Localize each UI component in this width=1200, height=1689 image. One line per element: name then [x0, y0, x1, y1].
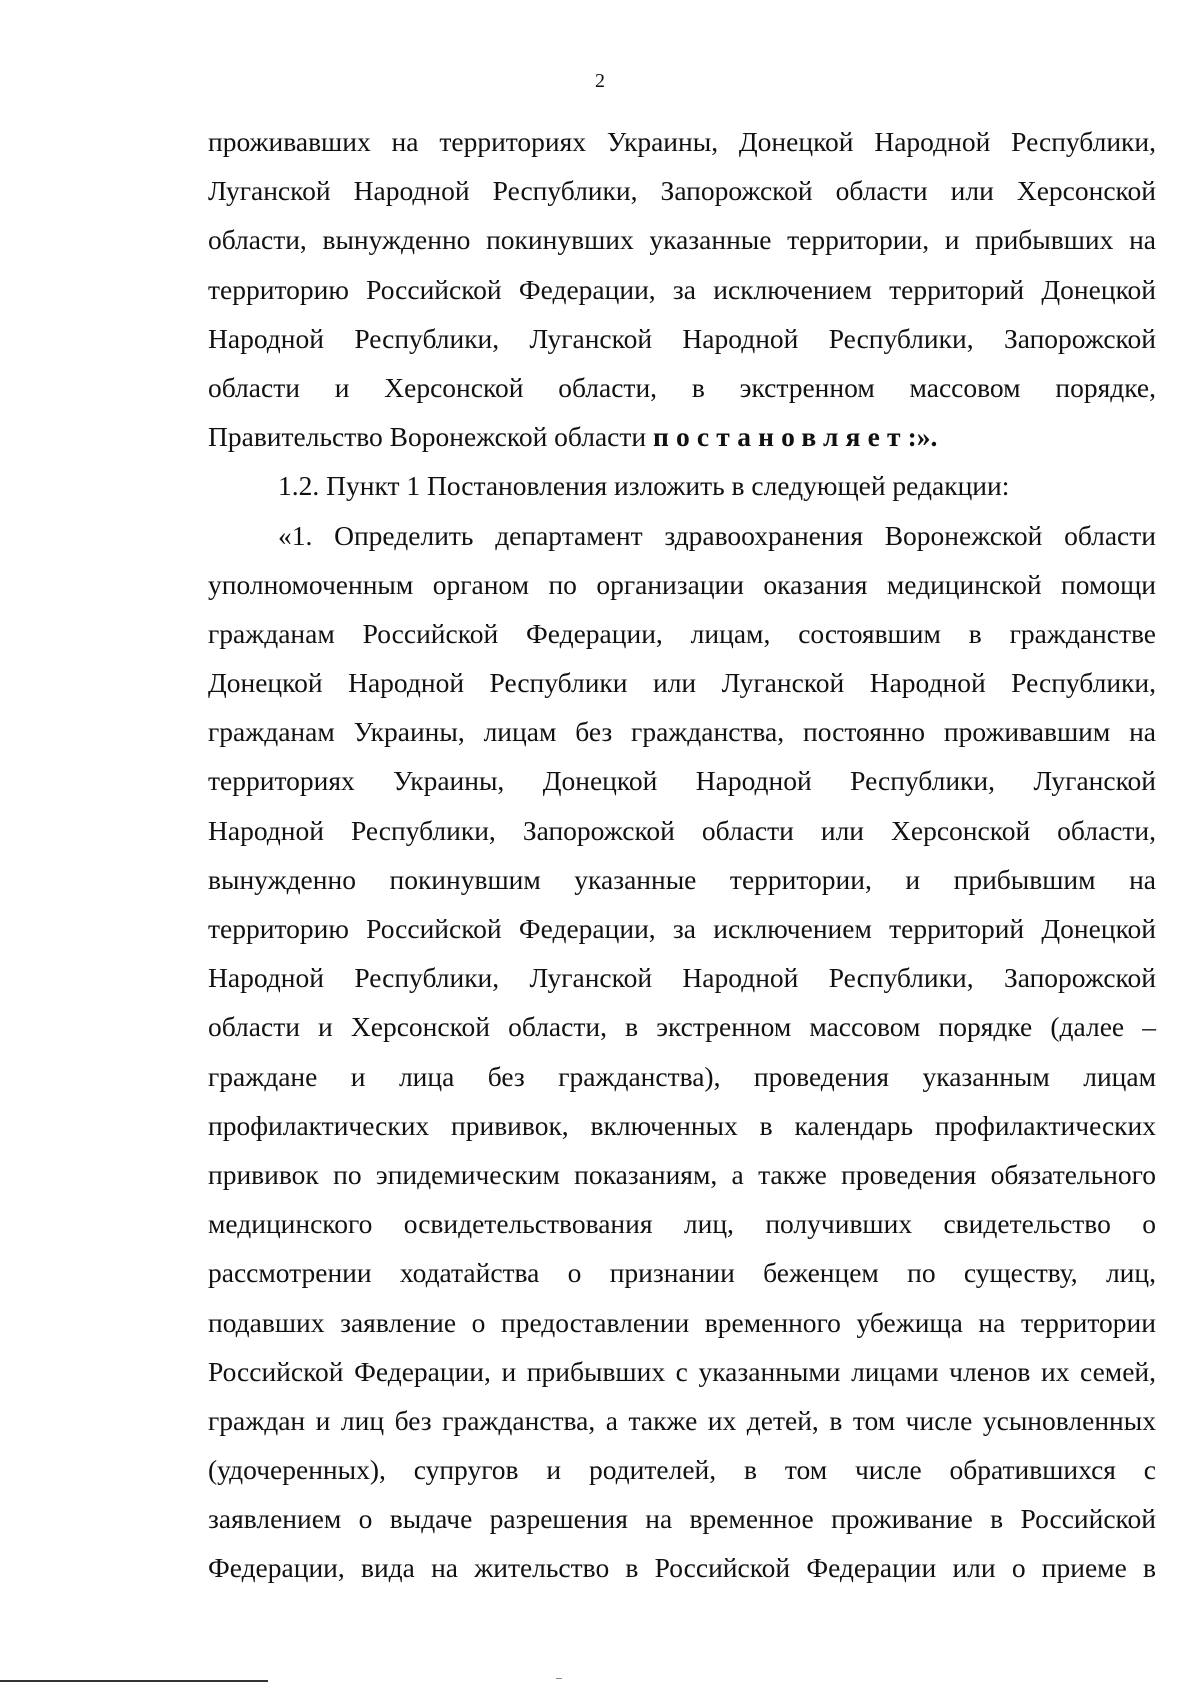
text-line: прививок по эпидемическим показаниям, а также проведения обязательного [208, 1158, 1156, 1190]
text-line: Донецкой Народной Республики или Луганской Народной Республики, [208, 667, 1156, 699]
text-line: Народной Республики, Луганской Народной Республики, Запорожской [208, 962, 1156, 994]
paragraph-clause-1-2: 1.2. Пункт 1 Постановления изложить в следующей редакции: [278, 470, 1010, 502]
resolution-keyword: постановляет [652, 421, 908, 453]
resolution-prefix: Правительство Воронежской области [208, 421, 653, 453]
text-line: подавших заявление о предоставлении временного убежища на территории [208, 1306, 1156, 1338]
text-line: «1. Определить департамент здравоохранения Воронежской области [278, 519, 1156, 551]
text-line: области, вынужденно покинувших указанные территории, и прибывших на [208, 224, 1156, 256]
text-line: (удочеренных), супругов и родителей, в том числе обратившихся с [208, 1454, 1156, 1486]
text-line: гражданам Украины, лицам без гражданства, постоянно проживавшим на [208, 716, 1156, 748]
paragraph-continuation [208, 117, 1156, 461]
text-line: территориях Украины, Донецкой Народной Республики, Луганской [208, 765, 1156, 797]
text-line: Народной Республики, Запорожской области или Херсонской области, [208, 814, 1156, 846]
text-line-resolution [208, 412, 1156, 461]
text-line: граждан и лиц без гражданства, а также их детей, в том числе усыновленных [208, 1404, 1156, 1436]
text-line: Федерации, вида на жительство в Российской Федерации или о приеме в [208, 1552, 1156, 1584]
text-line: области и Херсонской области, в экстренном массовом порядке (далее – [208, 1011, 1156, 1043]
paragraph-new-wording [208, 511, 1156, 1593]
resolution-suffix: :». [907, 421, 938, 453]
text-line: медицинского освидетельствования лиц, получивших свидетельство о [208, 1208, 1156, 1240]
text-line: уполномоченным органом по организации оказания медицинской помощи [208, 568, 1156, 600]
text-line: рассмотрении ходатайства о признании беженцем по существу, лиц, [208, 1257, 1156, 1289]
document-body [208, 117, 1156, 1593]
page-number: 2 [595, 70, 605, 92]
text-line: Луганской Народной Республики, Запорожской области или Херсонской [208, 175, 1156, 207]
text-line: вынужденно покинувшим указанные территории, и прибывшим на [208, 863, 1156, 895]
text-line: граждане и лица без гражданства), проведения указанным лицам [208, 1060, 1156, 1092]
text-line: заявлением о выдаче разрешения на временное проживание в Российской [208, 1503, 1156, 1535]
text-line: гражданам Российской Федерации, лицам, состоявшим в гражданстве [208, 617, 1156, 649]
text-line: Российской Федерации, и прибывших с указанными лицами членов их семей, [208, 1355, 1156, 1387]
text-line: Народной Республики, Луганской Народной Республики, Запорожской [208, 322, 1156, 354]
text-line: области и Херсонской области, в экстренном массовом порядке, [208, 371, 1156, 403]
footer-rule [0, 1680, 268, 1682]
text-line: территорию Российской Федерации, за исключением территорий Донецкой [208, 913, 1156, 944]
text-line: территорию Российской Федерации, за исключением территорий Донецкой [208, 273, 1156, 305]
footer-mark [556, 1678, 562, 1679]
text-line: профилактических прививок, включенных в календарь профилактических [208, 1109, 1156, 1141]
text-line: проживавших на территориях Украины, Донецкой Народной Республики, [208, 126, 1156, 157]
